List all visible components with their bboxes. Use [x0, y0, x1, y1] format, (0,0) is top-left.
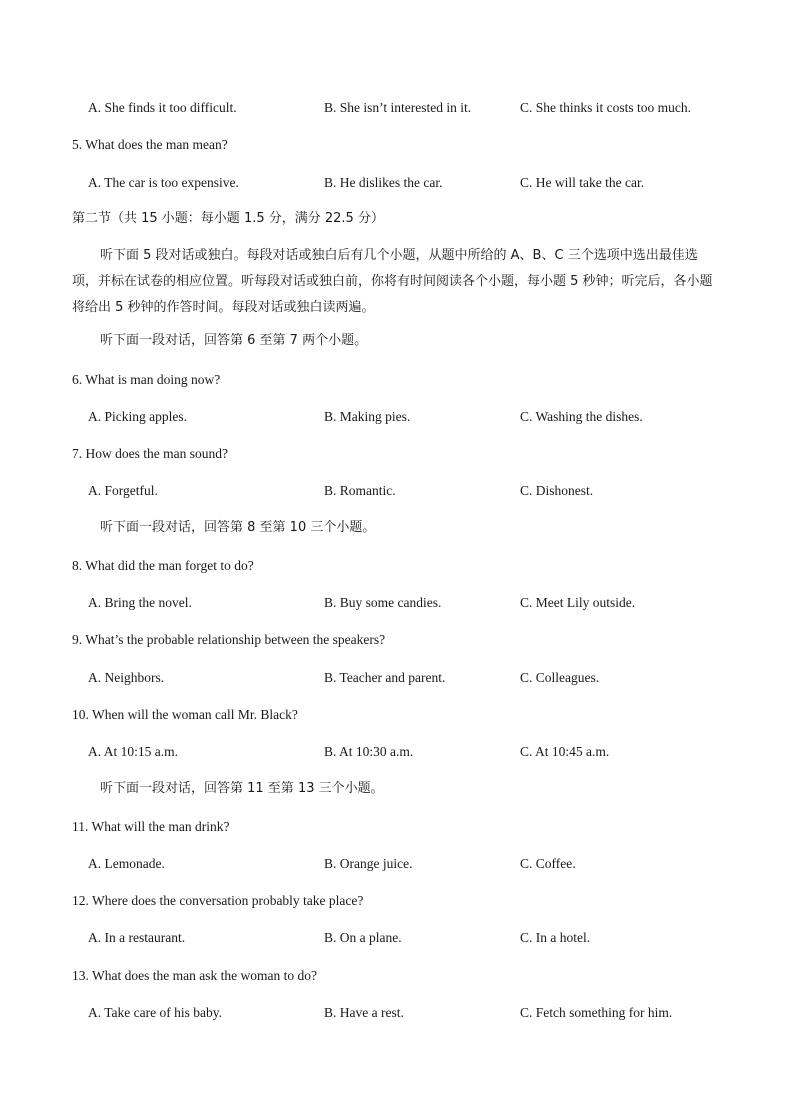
q10-question: 10. When will the woman call Mr. Black? — [72, 707, 298, 722]
q5-question: 5. What does the man mean? — [72, 137, 228, 152]
q6-option-a: A. Picking apples. — [88, 409, 187, 424]
q6-option-b: B. Making pies. — [324, 409, 411, 424]
q13-option-a: A. Take care of his baby. — [88, 1005, 223, 1020]
q5-option-b: B. He dislikes the car. — [324, 175, 443, 190]
q7-option-a: A. Forgetful. — [88, 483, 158, 498]
q11-option-a: A. Lemonade. — [88, 856, 165, 871]
q9-question: 9. What’s the probable relationship between the speakers? — [72, 632, 386, 647]
q10-option-a: A. At 10:15 a.m. — [88, 744, 178, 759]
dialog2-intro: 听下面一段对话，回答第 8 至第 10 三个小题。 — [100, 520, 376, 535]
q5-option-a: A. The car is too expensive. — [88, 175, 239, 190]
q9-option-b: B. Teacher and parent. — [324, 670, 446, 685]
q12-option-a: A. In a restaurant. — [88, 930, 186, 945]
q8-option-a: A. Bring the novel. — [88, 595, 192, 610]
q8-question: 8. What did the man forget to do? — [72, 558, 254, 573]
q11-question: 11. What will the man drink? — [72, 819, 230, 834]
q11-option-c: C. Coffee. — [520, 856, 576, 871]
q5-option-c: C. He will take the car. — [520, 175, 645, 190]
q6-question: 6. What is man doing now? — [72, 372, 221, 387]
dialog1-intro: 听下面一段对话，回答第 6 至第 7 两个小题。 — [100, 333, 368, 348]
q9-option-c: C. Colleagues. — [520, 670, 600, 685]
section2-instructions: 听下面 5 段对话或独白。每段对话或独白后有几个小题，从题中所给的 A、B、C 三个选项中选出最佳选项，并标在试卷的相应位置。听每段对话或独白前，你将有时间阅读各个小题，每小题 5 秒钟；听完后，各小题将给出 5 秒钟的作答时间。每段对话或独白读两遍。 — [72, 248, 713, 315]
q7-option-b: B. Romantic. — [324, 483, 396, 498]
q4-option-b: B. She isn’t interested in it. — [324, 100, 472, 115]
q8-option-b: B. Buy some candies. — [324, 595, 442, 610]
q12-option-b: B. On a plane. — [324, 930, 402, 945]
q4-option-a: A. She finds it too difficult. — [88, 100, 237, 115]
q9-option-a: A. Neighbors. — [88, 670, 165, 685]
q4-option-c: C. She thinks it costs too much. — [520, 100, 692, 115]
dialog3-intro: 听下面一段对话，回答第 11 至第 13 三个小题。 — [100, 781, 384, 796]
q13-option-c: C. Fetch something for him. — [520, 1005, 673, 1020]
q10-option-c: C. At 10:45 a.m. — [520, 744, 610, 759]
section2-heading: 第二节（共 15 小题：每小题 1.5 分，满分 22.5 分） — [72, 211, 384, 226]
q13-question: 13. What does the man ask the woman to do? — [72, 968, 317, 983]
q11-option-b: B. Orange juice. — [324, 856, 413, 871]
q6-option-c: C. Washing the dishes. — [520, 409, 643, 424]
q8-option-c: C. Meet Lily outside. — [520, 595, 636, 610]
q7-question: 7. How does the man sound? — [72, 446, 228, 461]
q10-option-b: B. At 10:30 a.m. — [324, 744, 414, 759]
q7-option-c: C. Dishonest. — [520, 483, 594, 498]
q13-option-b: B. Have a rest. — [324, 1005, 404, 1020]
q12-option-c: C. In a hotel. — [520, 930, 591, 945]
q12-question: 12. Where does the conversation probably take place? — [72, 893, 364, 908]
